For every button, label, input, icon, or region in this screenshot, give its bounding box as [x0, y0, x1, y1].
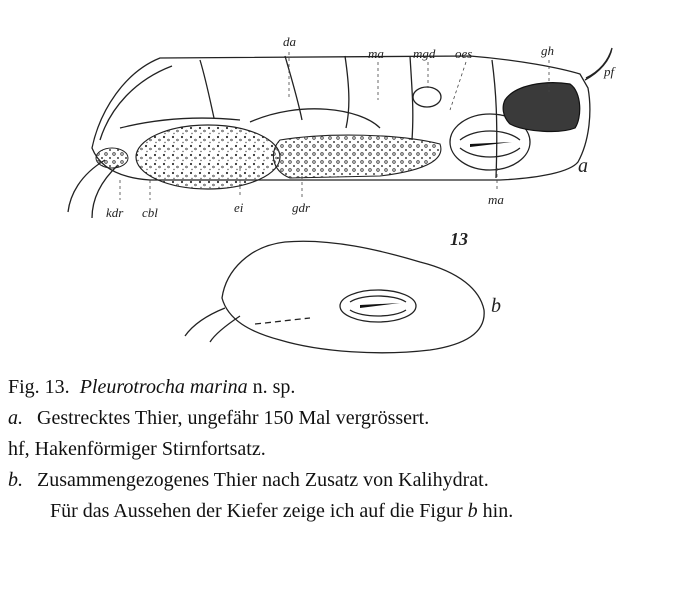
label-gdr: gdr [292, 200, 311, 215]
caption-text-end: hin. [482, 500, 514, 522]
label-ma-bottom: ma [488, 192, 504, 207]
caption-line-3 [8, 434, 698, 465]
caption-line-2 [8, 403, 698, 434]
label-kdr: kdr [106, 205, 124, 220]
figure-caption [8, 372, 698, 527]
label-cbl: cbl [142, 205, 158, 220]
caption-species-suffix: n. sp. [252, 376, 296, 398]
label-ei: ei [234, 200, 244, 215]
label-mgd: mgd [413, 46, 436, 61]
caption-fig-number: Fig. 13. [8, 376, 70, 398]
caption-ref-b: b [467, 500, 478, 522]
gh-organ [503, 83, 580, 132]
caption-line-5 [8, 496, 698, 527]
caption-line-4 [8, 465, 698, 496]
caption-text-hf: hf, Hakenförmiger Stirnfortsatz. [8, 438, 266, 460]
label-gh: gh [541, 43, 554, 58]
label-ma-top: ma [368, 46, 384, 61]
figure-b-body [185, 241, 484, 353]
caption-text-a: Gestrecktes Thier, ungefähr 150 Mal vergrössert. [37, 407, 430, 429]
kdr-gland [96, 148, 128, 168]
mastax-teeth [470, 142, 512, 147]
label-a: a [578, 155, 588, 177]
caption-key-a: a. [8, 407, 23, 429]
caption-text-kiefer: Für das Aussehen der Kiefer zeige ich auf die Figur [50, 500, 463, 522]
caption-species: Pleurotrocha marina [79, 376, 248, 398]
figure-number: 13 [450, 229, 468, 249]
caption-text-b: Zusammengezogenes Thier nach Zusatz von Kalihydrat. [37, 469, 489, 491]
label-b: b [491, 295, 501, 317]
figure-b-teeth [360, 303, 400, 308]
caption-line-1 [8, 372, 698, 403]
label-da: da [283, 34, 296, 49]
stomach-granular [136, 125, 280, 189]
label-oes: oes [455, 46, 473, 61]
caption-key-b: b. [8, 469, 23, 491]
gastric-gland [273, 135, 440, 178]
label-pf: pf [604, 64, 615, 79]
